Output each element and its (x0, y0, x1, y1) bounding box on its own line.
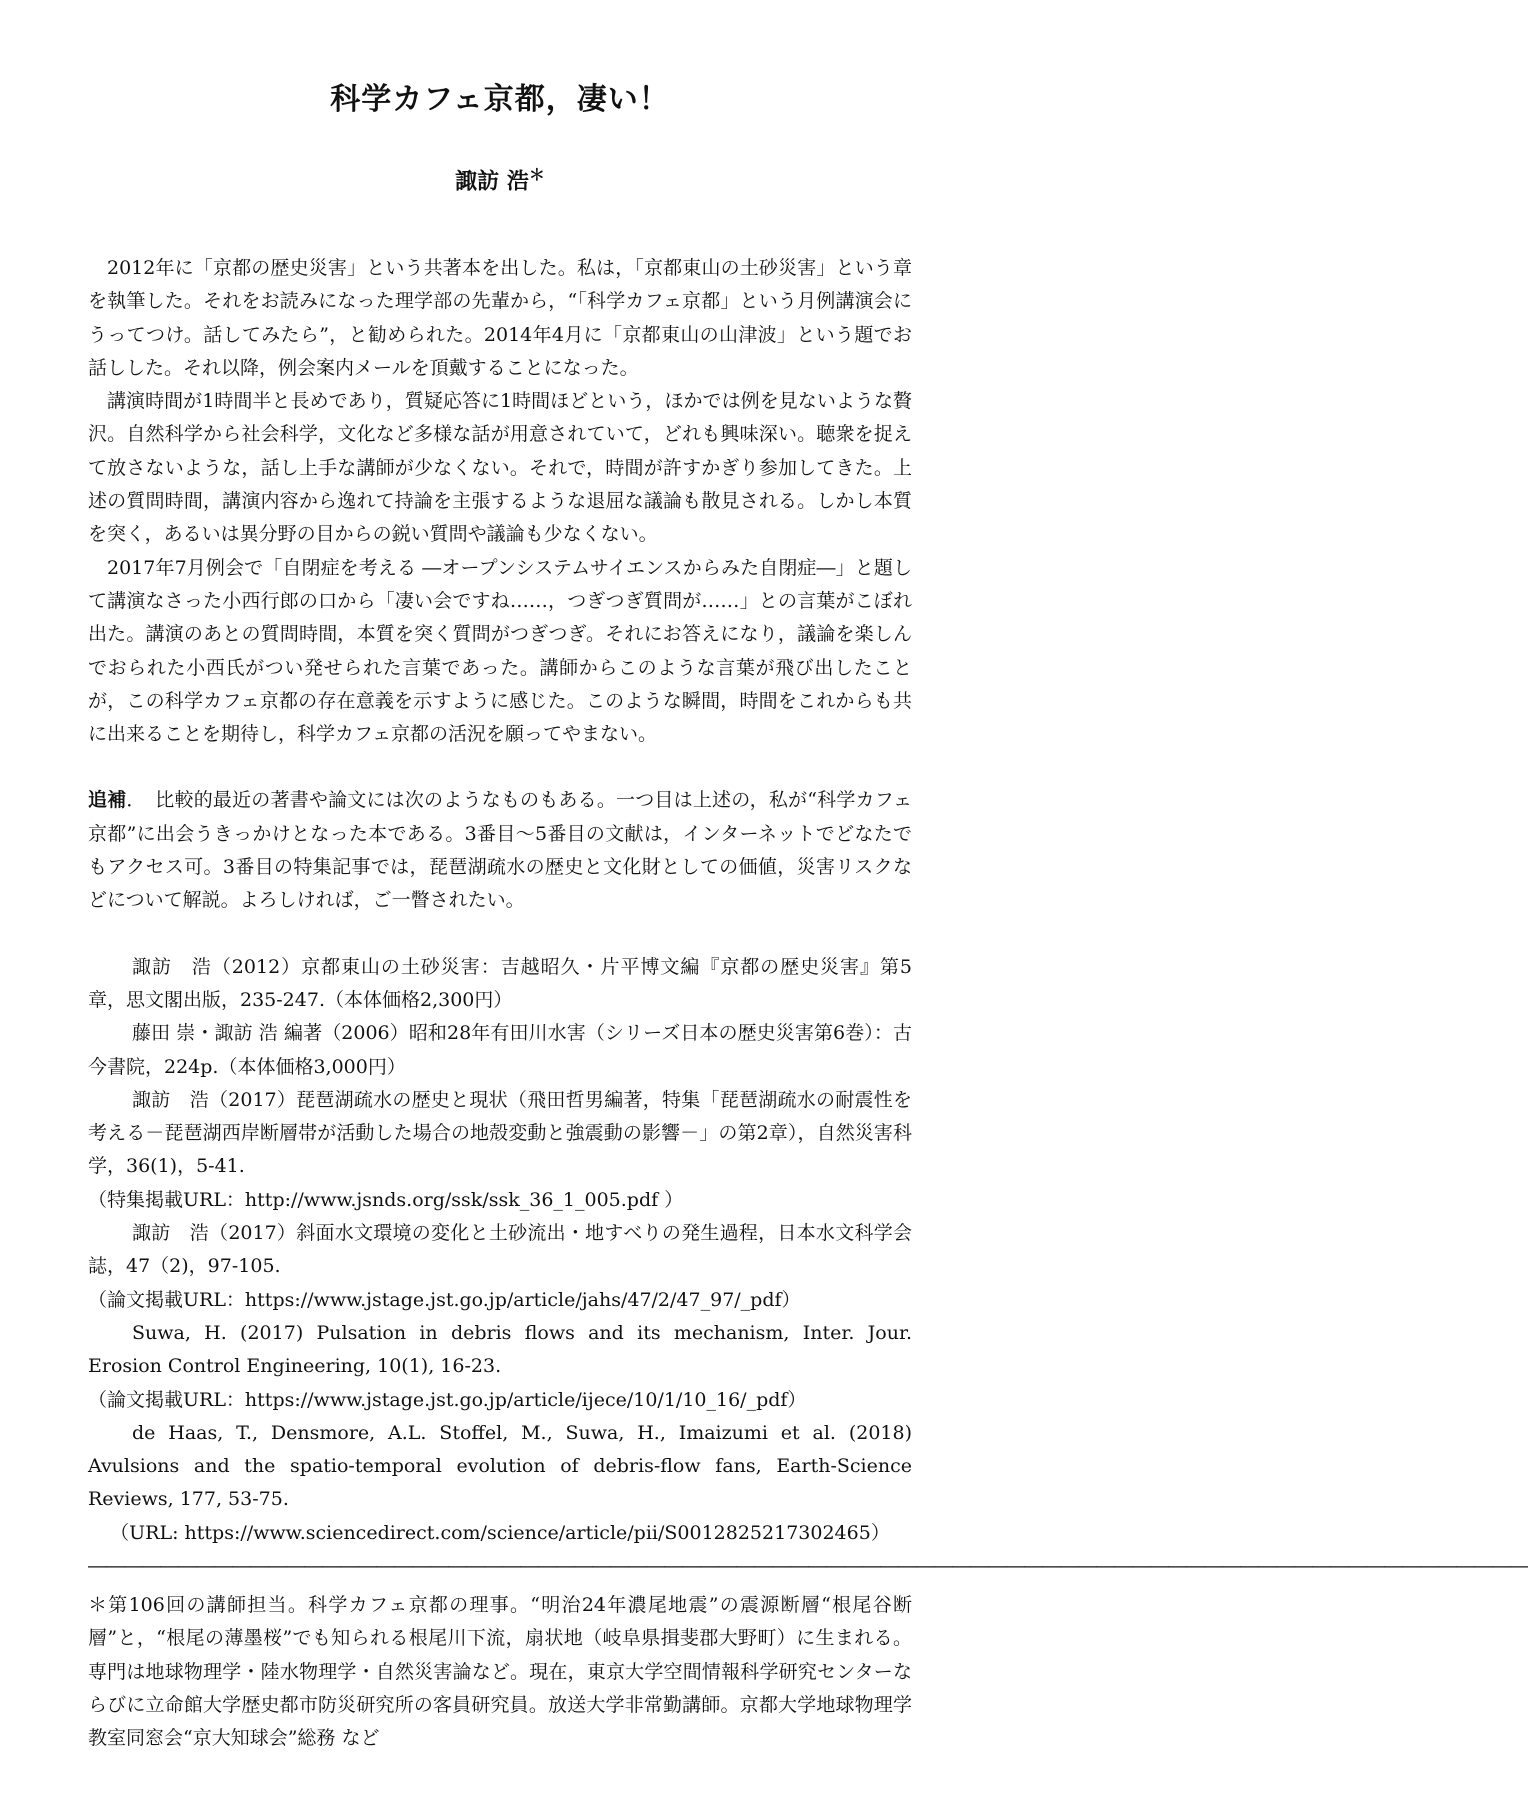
postscript-lead: 追補 (88, 789, 127, 812)
main-text (88, 252, 912, 751)
reference-3: 諏訪 浩（2017）琵琶湖疏水の歴史と現状（飛田哲男編著，特集「琵琶湖疏水の耐震性を考える－琵琶湖西岸断層帯が活動した場合の地殻変動と強震動の影響－」の第2章），自然災害科学，36(1)，5-41. (88, 1088, 912, 1178)
reference-6: de Haas, T., Densmore, A.L. Stoffel, M., Suwa, H., Imaizumi et al. (2018) Avulsions and the spatio-temporal evolution of debris-flow fans, Earth-Science Reviews, 177, 53-75. (88, 1421, 912, 1511)
author-name: 諏訪 浩 (455, 168, 529, 195)
reference-6-url: （URL: https://www.sciencedirect.com/science/article/pii/S0012825217302465） (110, 1521, 890, 1544)
reference-5: Suwa, H. (2017) Pulsation in debris flows and its mechanism, Inter. Jour. Erosion Control Engineering, 10(1), 16-23. (88, 1321, 912, 1378)
reference-list (88, 951, 912, 1550)
author-footnote-mark: ＊ (528, 165, 545, 184)
author-footnote: ＊第106回の講師担当。科学カフェ京都の理事。“明治24年濃尾地震”の震源断層“根尾谷断層”と，“根尾の薄墨桜”でも知られる根尾川下流，扇状地（岐阜県揖斐郡大野町）に生まれる。専門は地球物理学・陸水物理学・自然災害論など。現在，東京大学空間情報科学研究センターならびに立命館大学歴史都市防災研究所の客員研究員。放送大学非常勤講師。京都大学地球物理学教室同窓会“京大知球会”総務 など (88, 1593, 912, 1750)
reference-4: 諏訪 浩（2017）斜面水文環境の変化と土砂流出・地すべりの発生過程，日本水文科学会誌，47（2)，97-105. (88, 1222, 912, 1278)
reference-2: 藤田 崇・諏訪 浩 編著（2006）昭和28年有田川水害（シリーズ日本の歴史災害第6巻）：古今書院，224p.（本体価格3,000円） (88, 1022, 912, 1078)
reference-3-url: （特集掲載URL：http://www.jsnds.org/ssk/ssk_36_1_005.pdf ） (88, 1188, 684, 1211)
postscript (88, 784, 912, 917)
paragraph-3: 2017年7月例会で「自閉症を考える ―オープンシステムサイエンスからみた自閉症―」と題して講演なさった小西行郎の口から「凄い会ですね……，つぎつぎ質問が……」との言葉がこぼれ出た。講演のあとの質問時間，本質を突く質問がつぎつぎ。それにお答えになり，議論を楽しんでおられた小西氏がつい発せられた言葉であった。講師からこのような言葉が飛び出したことが，この科学カフェ京都の存在意義を示すように感じた。このような瞬間，時間をこれからも共に出来ることを期待し，科学カフェ京都の活況を願ってやまない。 (88, 556, 912, 746)
paragraph-1: 2012年に「京都の歴史災害」という共著本を出した。私は，「京都東山の土砂災害」という章を執筆した。それをお読みになった理学部の先輩から，“「科学カフェ京都」という月例講演会にうってつけ。話してみたら”，と勧められた。2014年4月に「京都東山の山津波」という題でお話しした。それ以降，例会案内メールを頂戴することになった。 (88, 257, 912, 379)
reference-1: 諏訪 浩（2012）京都東山の土砂災害：吉越昭久・片平博文編『京都の歴史災害』第5章，思文閣出版，235-247.（本体価格2,300円） (88, 955, 912, 1011)
paragraph-2: 講演時間が1時間半と長めであり，質疑応答に1時間ほどという，ほかでは例を見ないような贅沢。自然科学から社会科学，文化など多様な話が用意されていて，どれも興味深い。聴衆を捉えて放さないような，話し上手な講師が少なくない。それで，時間が許すかぎり参加してきた。上述の質問時間，講演内容から逸れて持論を主張するような退屈な議論も散見される。しかし本質を突く，あるいは異分野の目からの鋭い質問や議論も少なくない。 (88, 390, 912, 546)
article-title: 科学カフェ京都，凄い！ (330, 82, 670, 117)
reference-4-url: （論文掲載URL：https://www.jstage.jst.go.jp/article/jahs/47/2/47_97/_pdf） (88, 1288, 801, 1311)
postscript-text: ． 比較的最近の著書や論文には次のようなものもある。一つ目は上述の，私が“科学カフェ京都”に出会うきっかけとなった本である。3番目～5番目の文献は，インターネットでどなたでもアクセス可。3番目の特集記事では，琵琶湖疏水の歴史と文化財としての価値，災害リスクなどについて解説。よろしければ，ご一瞥されたい。 (88, 789, 912, 912)
footnote-divider: ―――――――――――――――――――――――――――――――――――――――――――――――――――――――――――――――――――――――――――――――― (88, 1554, 1528, 1577)
reference-5-url: （論文掲載URL：https://www.jstage.jst.go.jp/article/ijece/10/1/10_16/_pdf） (88, 1388, 807, 1411)
author-line (88, 158, 912, 195)
